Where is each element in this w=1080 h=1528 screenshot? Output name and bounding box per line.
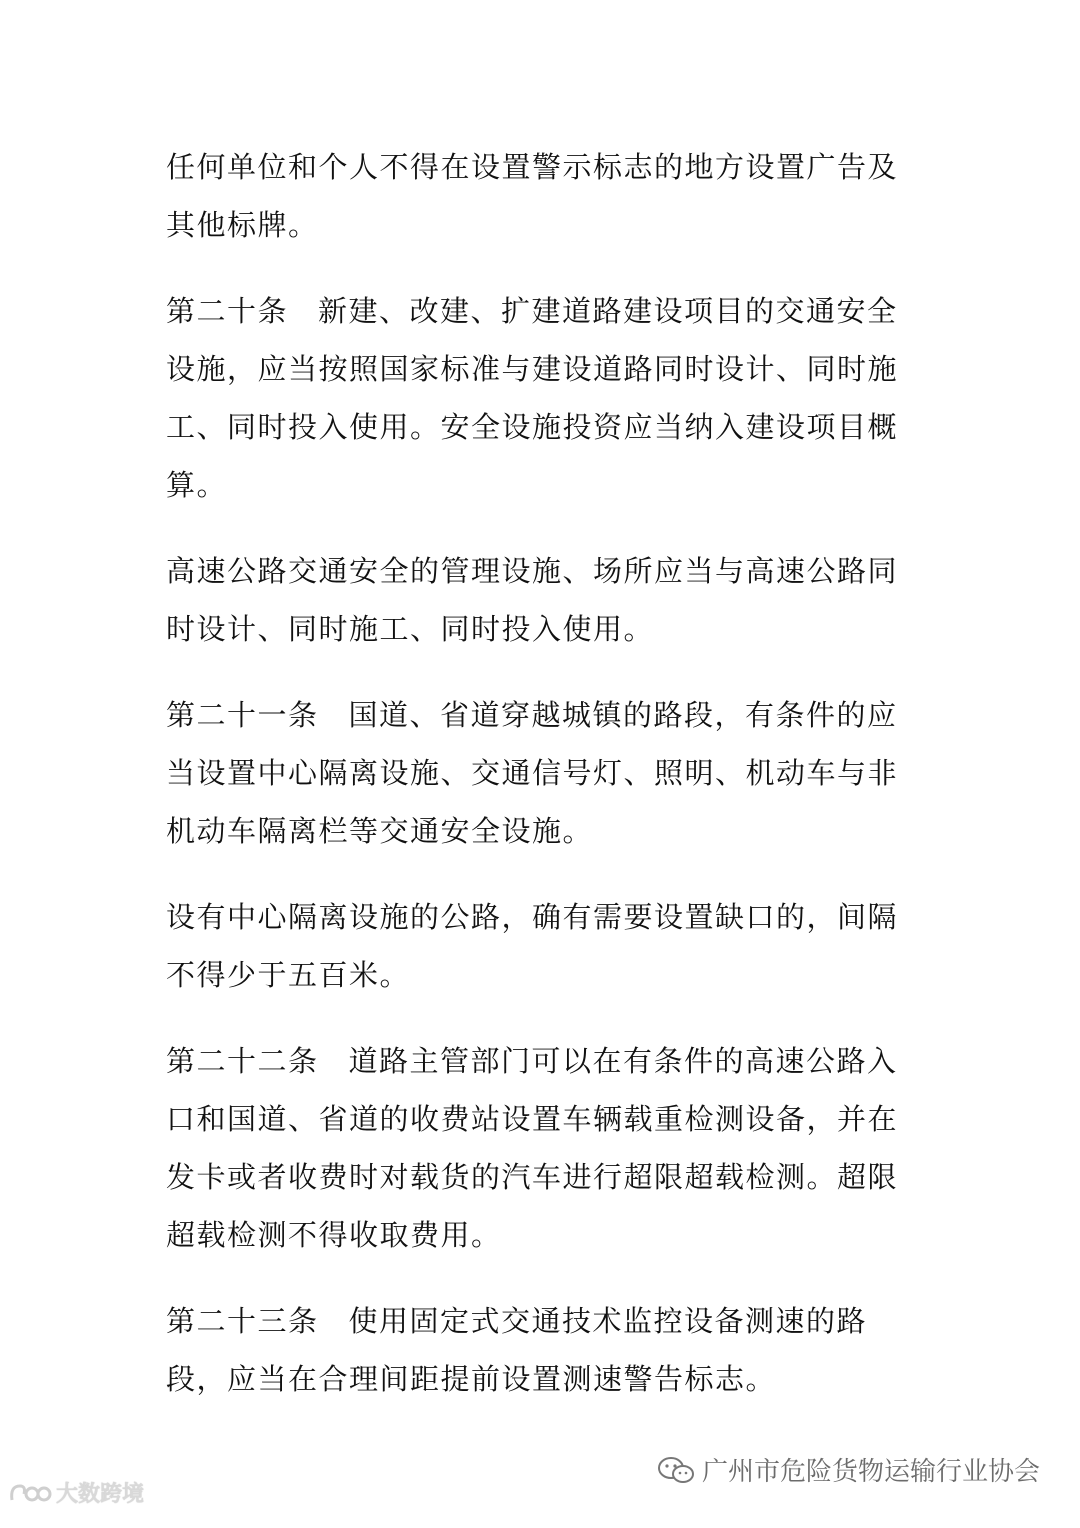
wechat-icon — [656, 1455, 696, 1485]
document-body — [166, 138, 926, 1436]
paragraph-text: 使用固定式交通技术监控设备测速的路段，应当在合理间距提前设置测速警告标志。 — [166, 1304, 868, 1396]
article-number: 第二十二条 — [166, 1044, 319, 1078]
paragraph-text: 道路主管部门可以在有条件的高速公路入口和国道、省道的收费站设置车辆载重检测设备，并在发卡或者收费时对载货的汽车进行超限超载检测。超限超载检测不得收取费用。 — [166, 1044, 899, 1252]
watermark-text: 广州市危险货物运输行业协会 — [701, 1457, 1040, 1487]
brand-text: 大数跨境 — [56, 1482, 145, 1507]
paragraph-text: 新建、改建、扩建道路建设项目的交通安全设施，应当按照国家标准与建设道路同时设计、同时施工、同时投入使用。安全设施投资应当纳入建设项目概算。 — [166, 294, 899, 502]
logo-icon — [8, 1480, 52, 1506]
paragraph-text: 国道、省道穿越城镇的路段，有条件的应当设置中心隔离设施、交通信号灯、照明、机动车与非机动车隔离栏等交通安全设施。 — [166, 698, 899, 848]
paragraph-text: 高速公路交通安全的管理设施、场所应当与高速公路同时设计、同时施工、同时投入使用。 — [166, 554, 899, 646]
article-paragraph — [166, 1032, 926, 1264]
brand-watermark — [8, 1477, 144, 1508]
article-number: 第二十三条 — [166, 1304, 319, 1338]
article-paragraph — [166, 282, 926, 514]
article-paragraph — [166, 1292, 926, 1408]
paragraph-text: 设有中心隔离设施的公路，确有需要设置缺口的，间隔不得少于五百米。 — [166, 900, 899, 992]
article-number: 第二十条 — [166, 294, 289, 328]
source-watermark — [656, 1451, 1040, 1488]
article-paragraph — [166, 686, 926, 860]
paragraph — [166, 138, 926, 254]
paragraph — [166, 888, 926, 1004]
paragraph — [166, 542, 926, 658]
paragraph-text: 任何单位和个人不得在设置警示标志的地方设置广告及其他标牌。 — [166, 150, 899, 242]
article-number: 第二十一条 — [166, 698, 319, 732]
